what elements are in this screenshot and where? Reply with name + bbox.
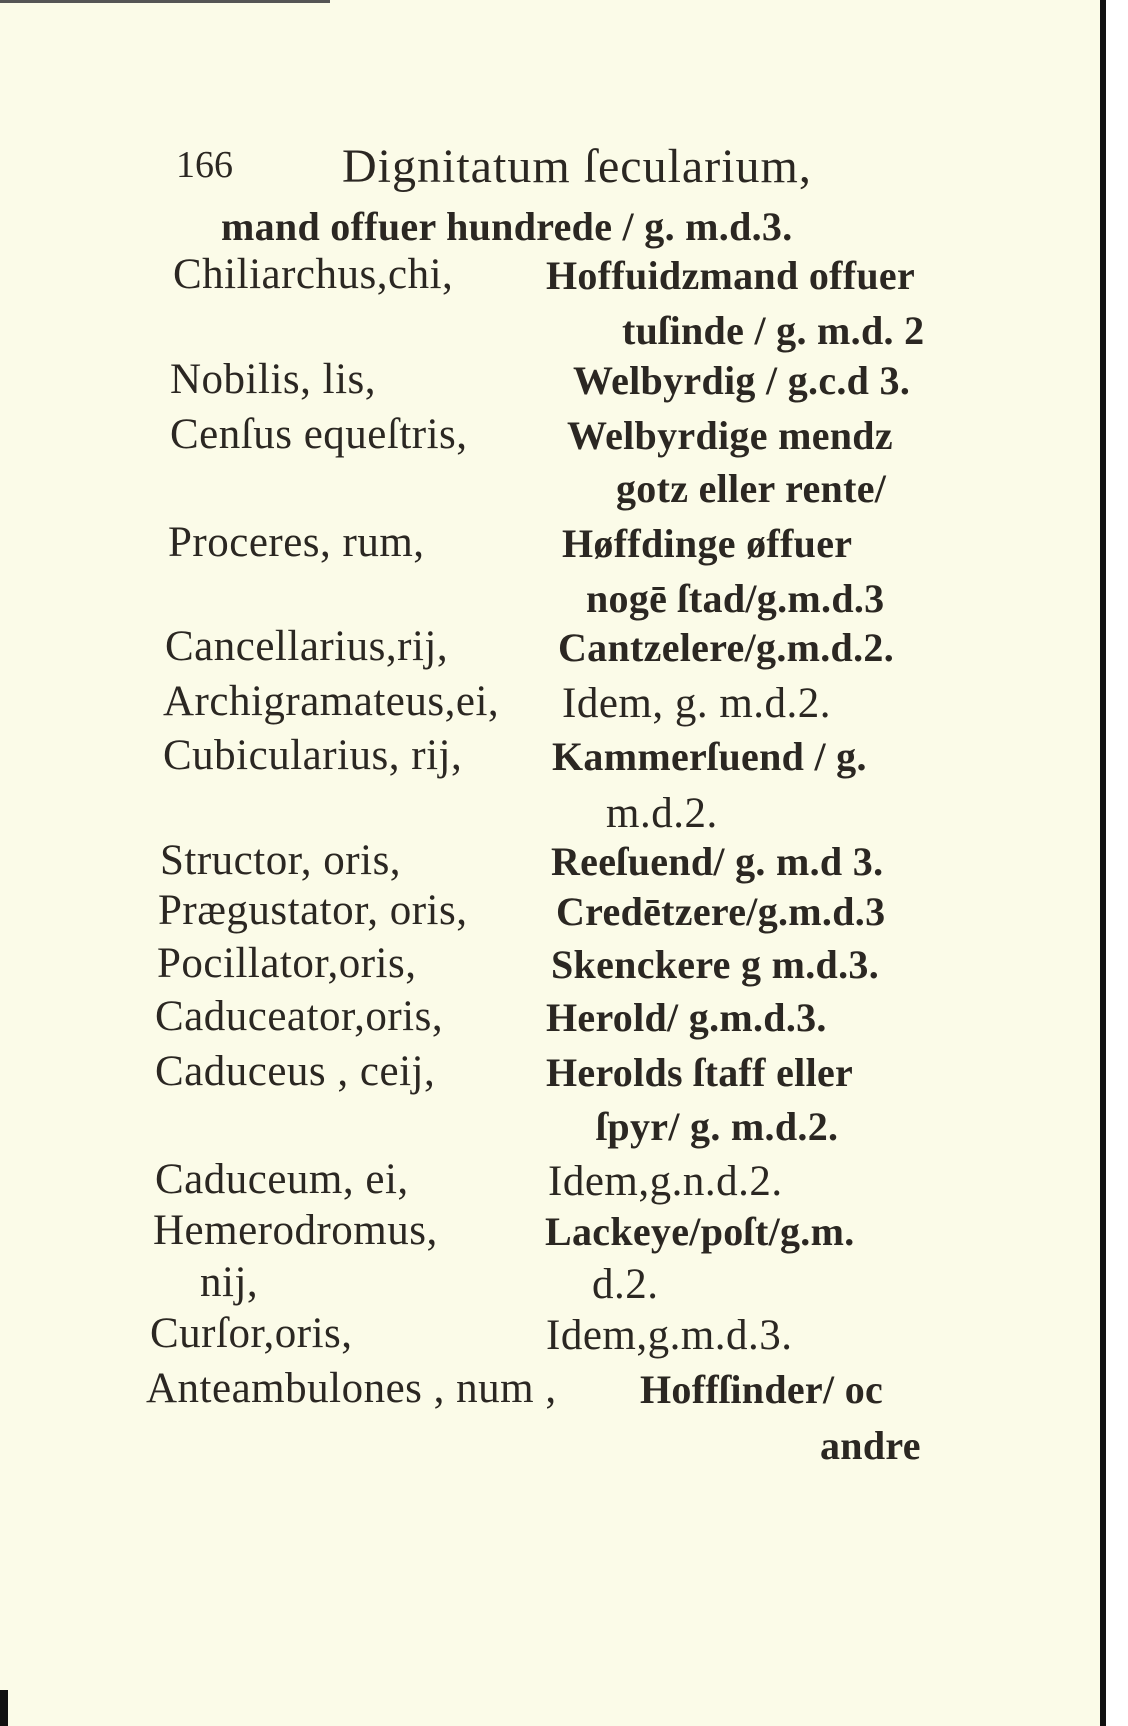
running-header: Dignitatum ſecularium,	[342, 140, 812, 193]
danish-gloss-line: Lackeye/poſt/g.m.	[545, 1209, 855, 1254]
latin-term-line: Nobilis, lis,	[170, 356, 377, 403]
danish-gloss-line: nogē ſtad/g.m.d.3	[586, 576, 885, 621]
danish-gloss-line: Kammerſuend / g.	[552, 734, 867, 779]
danish-gloss-line: Skenckere g m.d.3.	[551, 942, 879, 987]
latin-term-line: nij,	[200, 1259, 259, 1306]
latin-term-line: Caduceus , ceij,	[155, 1048, 436, 1095]
latin-term-line: Idem, g. m.d.2.	[562, 680, 832, 727]
top-edge-line	[0, 0, 330, 3]
latin-term-line: Hemerodromus,	[153, 1207, 438, 1254]
latin-term-line: Archigramateus,ei,	[163, 678, 500, 725]
bottom-edge-mark	[0, 1690, 8, 1726]
latin-term-line: Structor, oris,	[160, 837, 402, 884]
latin-term-line: Proceres, rum,	[168, 519, 425, 566]
danish-gloss-line: gotz eller rente/	[616, 466, 887, 511]
latin-term-line: Pocillator,oris,	[157, 940, 417, 987]
latin-term-line: Idem,g.m.d.3.	[546, 1312, 793, 1359]
danish-gloss-line: ſpyr/ g. m.d.2.	[596, 1104, 839, 1149]
latin-term-line: Cenſus equeſtris,	[170, 411, 468, 458]
danish-gloss-line: tuſinde / g. m.d. 2	[622, 308, 925, 353]
danish-gloss-line: Hoffſinder/ oc	[640, 1367, 884, 1412]
danish-gloss-line: Hoffuidzmand offuer	[546, 253, 916, 298]
latin-term-line: Caduceum, ei,	[155, 1156, 409, 1203]
latin-term-line: Caduceator,oris,	[155, 993, 444, 1040]
page-number: 166	[176, 144, 233, 186]
danish-gloss-line: Cantzelere/g.m.d.2.	[558, 625, 894, 670]
latin-term-line: Cancellarius,rij,	[165, 623, 449, 670]
scan-edge-bar	[1100, 0, 1128, 1726]
danish-gloss-line: andre	[820, 1423, 921, 1468]
latin-term-line: Curſor,oris,	[150, 1310, 353, 1357]
danish-gloss-line: Herold/ g.m.d.3.	[546, 995, 827, 1040]
latin-term-line: Chiliarchus,chi,	[173, 251, 454, 298]
danish-gloss-line: Reeſuend/ g. m.d 3.	[551, 839, 884, 884]
latin-term-line: Idem,g.n.d.2.	[548, 1158, 783, 1205]
danish-gloss-line: Credētzere/g.m.d.3	[556, 889, 886, 934]
latin-term-line: m.d.2.	[606, 790, 718, 837]
latin-term-line: d.2.	[592, 1261, 659, 1308]
danish-gloss-line: Herolds ſtaff eller	[546, 1050, 854, 1095]
danish-gloss-line: mand offuer hundrede / g. m.d.3.	[221, 204, 793, 249]
danish-gloss-line: Welbyrdig / g.c.d 3.	[573, 358, 911, 403]
latin-term-line: Prægustator, oris,	[158, 887, 468, 934]
latin-term-line: Cubicularius, rij,	[163, 732, 463, 779]
latin-term-line: Anteambulones , num ,	[146, 1365, 557, 1412]
danish-gloss-line: Welbyrdige mendz	[567, 413, 893, 458]
danish-gloss-line: Høffdinge øffuer	[562, 521, 853, 566]
